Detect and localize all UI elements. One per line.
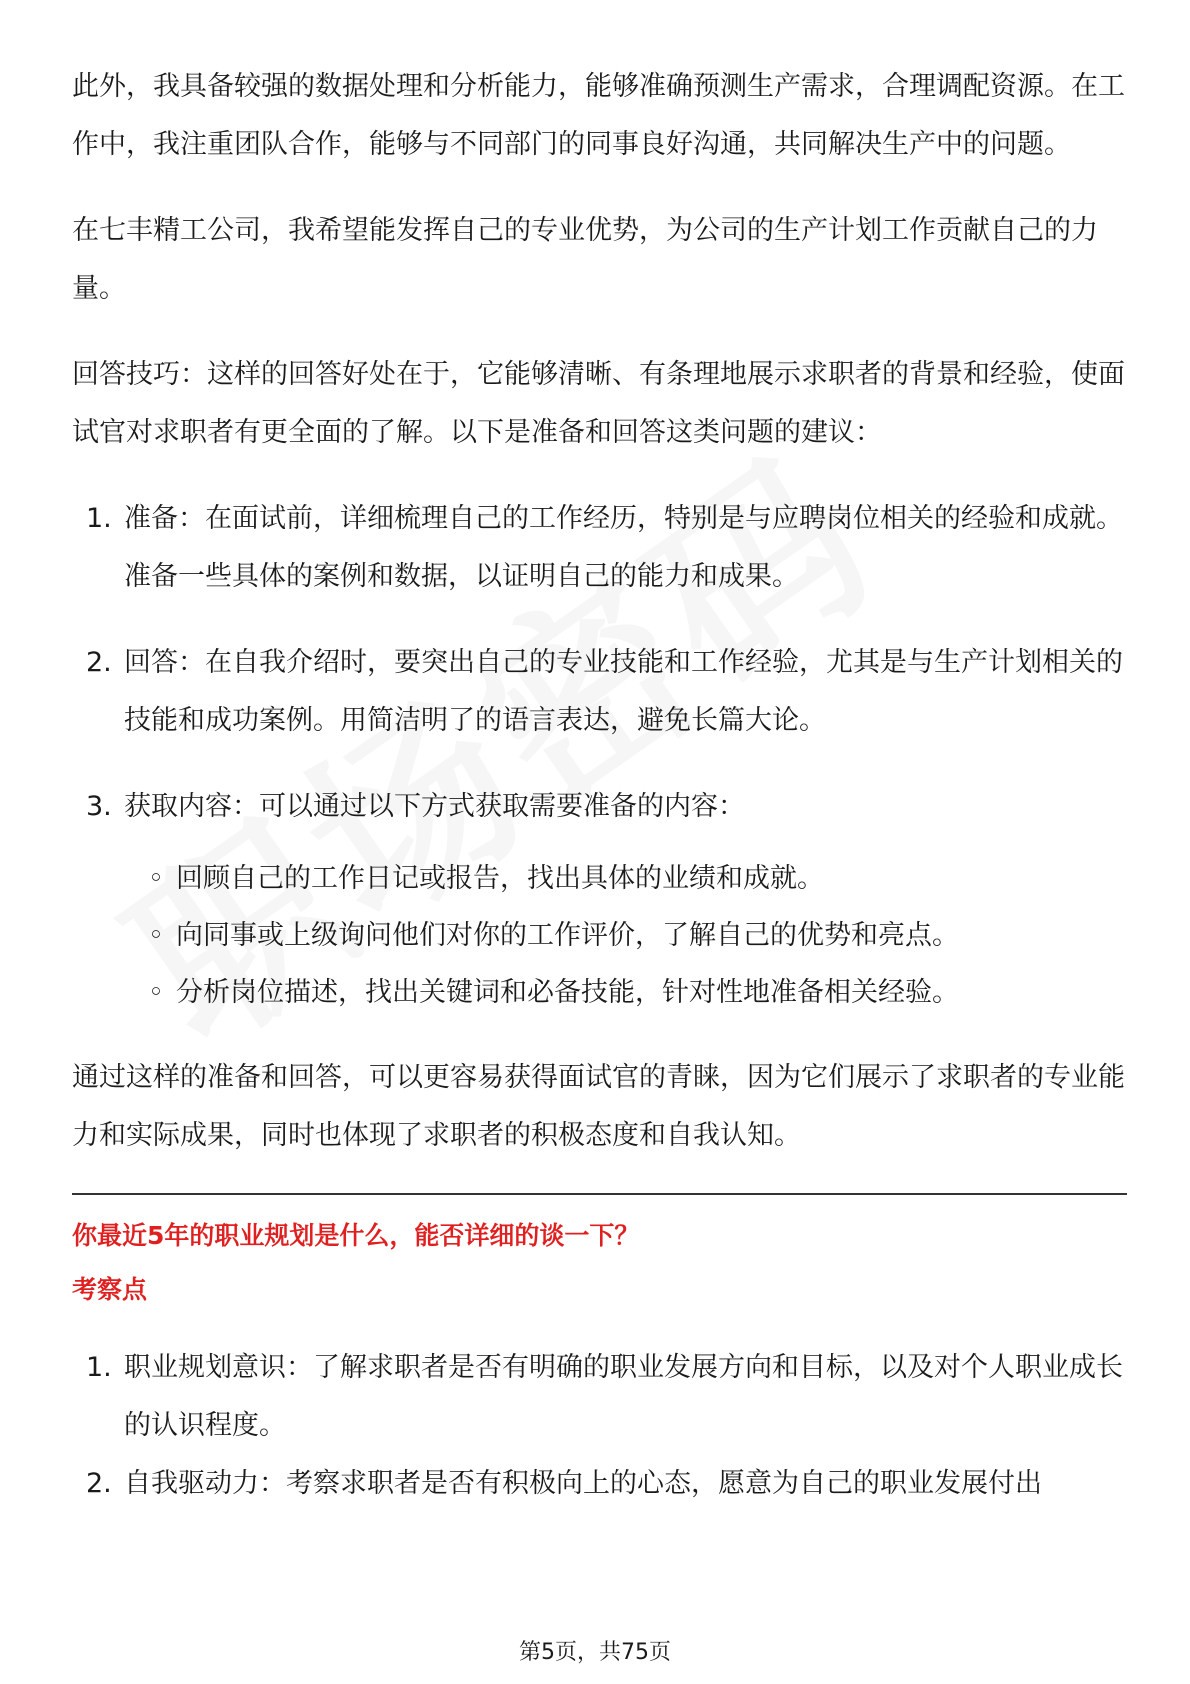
bullet-marker: ◦ bbox=[148, 863, 164, 894]
question-title: 你最近5年的职业规划是什么，能否详细的谈一下？ bbox=[72, 1221, 640, 1250]
list-item-text: 回答：在自我介绍时，要突出自己的专业技能和工作经验，尤其是与生产计划相关的技能和成功案例。用简洁明了的语言表达，避免长篇大论。 bbox=[124, 647, 1123, 736]
sub-list-item bbox=[72, 907, 1127, 964]
bullet-marker: ◦ bbox=[148, 920, 164, 951]
paragraph-data-skills: 此外，我具备较强的数据处理和分析能力，能够准确预测生产需求，合理调配资源。在工作中，我注重团队合作，能够与不同部门的同事良好沟通，共同解决生产中的问题。 bbox=[72, 71, 1125, 160]
evaluation-points-list bbox=[72, 1339, 1127, 1513]
list-item-text: 获取内容：可以通过以下方式获取需要准备的内容： bbox=[124, 791, 745, 822]
sub-list bbox=[124, 850, 1127, 1021]
page-footer: 第5页，共75页 bbox=[519, 1640, 671, 1665]
list-number: 2. bbox=[86, 647, 112, 678]
sub-list-item-text: 向同事或上级询问他们对你的工作评价，了解自己的优势和亮点。 bbox=[176, 920, 959, 951]
list-item bbox=[72, 778, 1127, 1021]
question-subtitle: 考察点 bbox=[72, 1275, 148, 1304]
bullet-marker: ◦ bbox=[148, 977, 164, 1008]
list-item-text: 准备：在面试前，详细梳理自己的工作经历，特别是与应聘岗位相关的经验和成就。准备一些具体的案例和数据，以证明自己的能力和成果。 bbox=[124, 503, 1123, 592]
list-number: 2. bbox=[86, 1468, 112, 1499]
section-divider bbox=[72, 1193, 1127, 1195]
list-number: 1. bbox=[86, 1352, 112, 1383]
list-item bbox=[72, 634, 1127, 750]
list-item bbox=[72, 490, 1127, 606]
tips-list bbox=[72, 490, 1127, 1021]
paragraph-answer-tips: 回答技巧：这样的回答好处在于，它能够清晰、有条理地展示求职者的背景和经验，使面试官对求职者有更全面的了解。以下是准备和回答这类问题的建议： bbox=[72, 359, 1125, 448]
sub-list-item bbox=[72, 964, 1127, 1021]
sub-list-item bbox=[72, 850, 1127, 907]
paragraph-company-goal: 在七丰精工公司，我希望能发挥自己的专业优势，为公司的生产计划工作贡献自己的力量。 bbox=[72, 215, 1098, 304]
list-number: 3. bbox=[86, 791, 112, 822]
document-body bbox=[72, 58, 1127, 1513]
list-number: 1. bbox=[86, 503, 112, 534]
list-item-text: 自我驱动力：考察求职者是否有积极向上的心态，愿意为自己的职业发展付出 bbox=[124, 1468, 1042, 1499]
sub-list-item-text: 回顾自己的工作日记或报告，找出具体的业绩和成就。 bbox=[176, 863, 824, 894]
list-item bbox=[72, 1455, 1127, 1513]
paragraph-conclusion: 通过这样的准备和回答，可以更容易获得面试官的青睐，因为它们展示了求职者的专业能力和实际成果，同时也体现了求职者的积极态度和自我认知。 bbox=[72, 1062, 1125, 1151]
list-item bbox=[72, 1339, 1127, 1455]
list-item-text: 职业规划意识：了解求职者是否有明确的职业发展方向和目标，以及对个人职业成长的认识程度。 bbox=[124, 1352, 1123, 1441]
sub-list-item-text: 分析岗位描述，找出关键词和必备技能，针对性地准备相关经验。 bbox=[176, 977, 959, 1008]
